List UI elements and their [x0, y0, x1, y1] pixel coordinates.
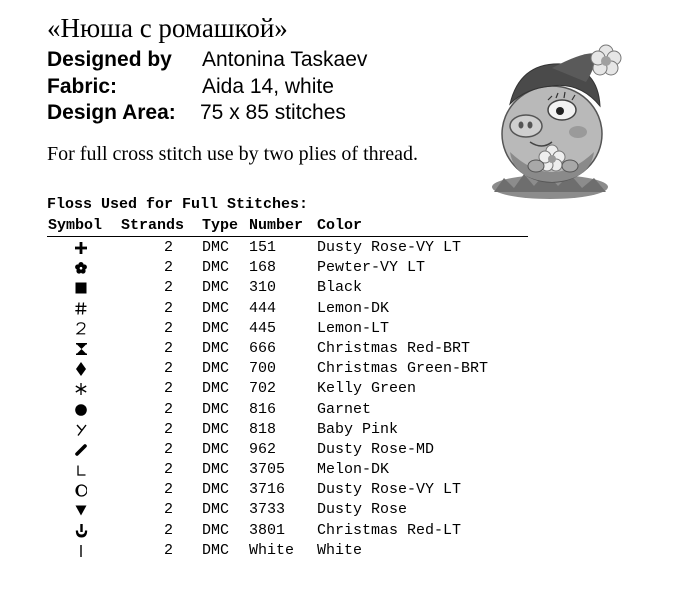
table-row	[0, 238, 694, 258]
strands-cell: 2	[164, 380, 174, 398]
floss-section-title: Floss Used for Full Stitches:	[47, 196, 309, 213]
designer-row	[47, 48, 368, 72]
two-icon	[64, 319, 98, 339]
table-row	[0, 480, 694, 500]
type-cell: DMC	[202, 461, 230, 479]
down-triangle-icon	[64, 500, 98, 520]
hash-icon	[64, 299, 98, 319]
column-header-type: Type	[202, 217, 239, 234]
strands-cell: 2	[164, 481, 174, 499]
strands-cell: 2	[164, 360, 174, 378]
type-cell: DMC	[202, 279, 230, 297]
number-cell: 700	[249, 360, 277, 378]
strands-cell: 2	[164, 501, 174, 519]
strands-cell: 2	[164, 461, 174, 479]
designer-value: Antonina Taskaev	[202, 48, 368, 71]
number-cell: 816	[249, 400, 277, 418]
bar-icon	[64, 541, 98, 561]
number-cell: 3801	[249, 521, 286, 539]
color-cell: Dusty Rose-VY LT	[317, 239, 462, 256]
pattern-title: «Нюша с ромашкой»	[47, 13, 288, 43]
number-cell: 151	[249, 239, 277, 256]
number-cell: 702	[249, 380, 277, 398]
type-cell: DMC	[202, 420, 230, 438]
number-cell: 3733	[249, 501, 286, 519]
type-cell: DMC	[202, 319, 230, 337]
design-area-label: Design Area:	[47, 101, 176, 124]
column-header-color: Color	[317, 217, 363, 234]
column-header-strands: Strands	[121, 217, 185, 234]
strands-cell: 2	[164, 259, 174, 277]
color-cell: Dusty Rose-VY LT	[317, 481, 462, 499]
color-cell: Melon-DK	[317, 461, 390, 479]
table-row	[0, 440, 694, 460]
table-row	[0, 500, 694, 520]
color-cell: Black	[317, 279, 363, 297]
fabric-value: Aida 14, white	[202, 75, 334, 98]
strands-cell: 2	[164, 279, 174, 297]
number-cell: 666	[249, 339, 277, 357]
number-cell: 168	[249, 259, 277, 277]
type-cell: DMC	[202, 440, 230, 458]
design-area-value: 75 x 85 stitches	[200, 101, 346, 124]
designer-label: Designed by	[47, 48, 172, 71]
plus-icon	[64, 238, 98, 258]
number-cell: 818	[249, 420, 277, 438]
type-cell: DMC	[202, 239, 230, 256]
color-cell: Kelly Green	[317, 380, 417, 398]
number-cell: White	[249, 541, 295, 559]
color-cell: White	[317, 541, 363, 559]
table-row	[0, 379, 694, 399]
fabric-label: Fabric:	[47, 75, 118, 98]
color-cell: Garnet	[317, 400, 372, 418]
circle-icon	[64, 400, 98, 420]
table-row	[0, 278, 694, 298]
header-divider	[47, 236, 528, 237]
strands-cell: 2	[164, 339, 174, 357]
table-row	[0, 460, 694, 480]
flower-icon	[64, 258, 98, 278]
type-cell: DMC	[202, 481, 230, 499]
thread-note: For full cross stitch use by two plies of thread.	[47, 143, 419, 165]
color-cell: Christmas Red-BRT	[317, 339, 471, 357]
type-cell: DMC	[202, 360, 230, 378]
type-cell: DMC	[202, 541, 230, 559]
number-cell: 310	[249, 279, 277, 297]
color-cell: Lemon-DK	[317, 299, 390, 317]
type-cell: DMC	[202, 259, 230, 277]
diamond-icon	[64, 359, 98, 379]
table-row	[0, 359, 694, 379]
color-cell: Dusty Rose-MD	[317, 440, 435, 458]
number-cell: 445	[249, 319, 277, 337]
color-cell: Dusty Rose	[317, 501, 408, 519]
design-area-row	[47, 101, 346, 125]
strands-cell: 2	[164, 521, 174, 539]
color-cell: Lemon-LT	[317, 319, 390, 337]
strands-cell: 2	[164, 541, 174, 559]
crescent-icon	[64, 480, 98, 500]
column-header-symbol: Symbol	[48, 217, 103, 234]
strands-cell: 2	[164, 299, 174, 317]
strands-cell: 2	[164, 319, 174, 337]
table-row	[0, 541, 694, 561]
type-cell: DMC	[202, 299, 230, 317]
strands-cell: 2	[164, 420, 174, 438]
asterisk-icon	[64, 379, 98, 399]
column-header-number: Number	[249, 217, 304, 234]
type-cell: DMC	[202, 501, 230, 519]
strands-cell: 2	[164, 400, 174, 418]
table-row	[0, 258, 694, 278]
anchor-icon	[64, 521, 98, 541]
table-row	[0, 299, 694, 319]
pig-illustration	[490, 42, 640, 202]
number-cell: 3705	[249, 461, 286, 479]
hourglass-icon	[64, 339, 98, 359]
table-row	[0, 521, 694, 541]
floss-table	[0, 238, 694, 561]
table-row	[0, 420, 694, 440]
number-cell: 444	[249, 299, 277, 317]
type-cell: DMC	[202, 339, 230, 357]
table-row	[0, 319, 694, 339]
strands-cell: 2	[164, 239, 174, 256]
number-cell: 962	[249, 440, 277, 458]
number-cell: 3716	[249, 481, 286, 499]
slash-icon	[64, 440, 98, 460]
type-cell: DMC	[202, 521, 230, 539]
type-cell: DMC	[202, 400, 230, 418]
table-row	[0, 339, 694, 359]
fabric-row	[47, 75, 334, 99]
color-cell: Baby Pink	[317, 420, 399, 438]
color-cell: Christmas Green-BRT	[317, 360, 489, 378]
color-cell: Christmas Red-LT	[317, 521, 462, 539]
table-row	[0, 400, 694, 420]
square-icon	[64, 278, 98, 298]
color-cell: Pewter-VY LT	[317, 259, 426, 277]
corner-icon	[64, 460, 98, 480]
fork-icon	[64, 420, 98, 440]
type-cell: DMC	[202, 380, 230, 398]
strands-cell: 2	[164, 440, 174, 458]
